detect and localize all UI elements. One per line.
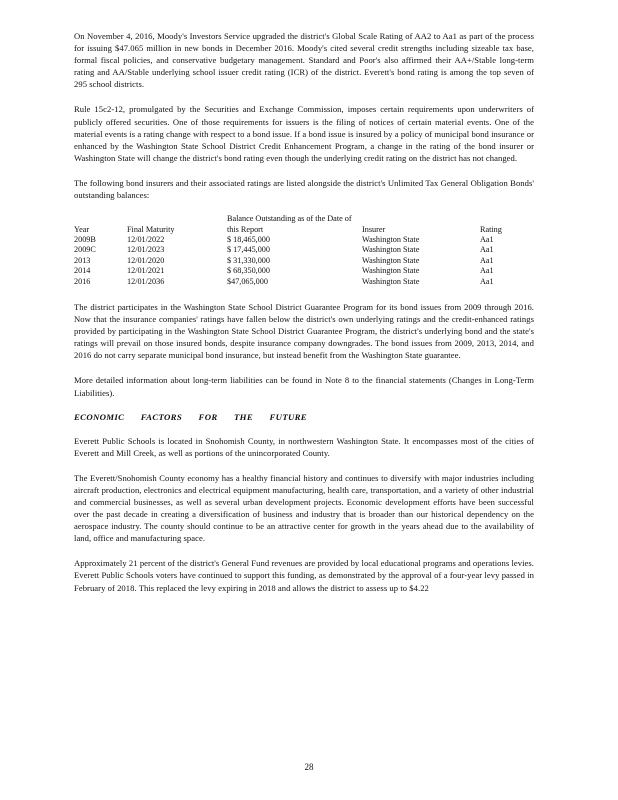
cell-maturity: 12/01/2022 bbox=[127, 234, 165, 244]
page-number: 28 bbox=[304, 762, 314, 772]
header-balance-outstanding: Balance Outstanding as of the Date of this Report bbox=[227, 214, 352, 234]
paragraph-county-economy: The Everett/Snohomish County economy has a healthy financial history and continues to diversify with major industries including aircraft production, electronics and electrical equipment manufacturing, health care, transportation, and a variety of other industrial and commercial businesses, as well as several urban development projects. Economic development efforts have been successful over the past decade in creating a diversification of business and industry that is broader than our historical dependency on the aerospace industry. The county should continue to be an attractive center for growth in the years ahead due to the availability of land, office and manufacturing space. bbox=[74, 472, 534, 544]
cell-maturity: 12/01/2036 bbox=[127, 276, 165, 286]
header-final-maturity: Final Maturity bbox=[127, 224, 175, 234]
cell-balance: $ 31,330,000 bbox=[227, 255, 270, 265]
paragraph-guarantee-program: The district participates in the Washington State School District Guarantee Program for its bond issues from 2009 through 2016. Now that the insurance companies' ratings have fallen below the district's own underlying ratings and the credit-enhanced ratings provided by participating in the Washington State School District Guarantee Program, the district's underlying bond and the state's ratings will prevail on those insured bonds, despite insurance company downgrades. The bond issues from 2009, 2013, 2014, and 2016 do not carry separate municipal bond insurance, but instead benefit from the Washington State guarantee. bbox=[74, 301, 534, 361]
cell-maturity: 12/01/2021 bbox=[127, 266, 165, 276]
cell-year: 2014 bbox=[74, 266, 91, 276]
cell-rating: Aa1 bbox=[480, 255, 494, 265]
cell-balance: $ 68,350,000 bbox=[227, 266, 270, 276]
cell-year: 2016 bbox=[74, 276, 91, 286]
paragraph-district-location: Everett Public Schools is located in Snohomish County, in northwestern Washington State. It encompasses most of the cities of Everett and Mill Creek, as well as portions of the unincorporated County. bbox=[74, 435, 534, 458]
cell-rating: Aa1 bbox=[480, 234, 494, 244]
section-heading-economic-factors: ECONOMIC FACTORS FOR THE FUTURE bbox=[74, 411, 307, 422]
table-row bbox=[74, 277, 534, 287]
cell-rating: Aa1 bbox=[480, 266, 494, 276]
table-row bbox=[74, 266, 534, 276]
cell-year: 2009B bbox=[74, 234, 96, 244]
document-page bbox=[74, 30, 534, 607]
cell-balance: $47,065,000 bbox=[227, 276, 268, 286]
paragraph-bond-insurers-intro: The following bond insurers and their associated ratings are listed alongside the district's Unlimited Tax General Obligation Bonds' outstanding balances: bbox=[74, 177, 534, 201]
cell-insurer: Washington State bbox=[362, 276, 420, 286]
bond-insurers-table bbox=[74, 214, 534, 287]
cell-insurer: Washington State bbox=[362, 266, 420, 276]
cell-balance: $ 18,465,000 bbox=[227, 234, 270, 244]
cell-year: 2009C bbox=[74, 245, 96, 255]
cell-insurer: Washington State bbox=[362, 255, 420, 265]
paragraph-moodys-upgrade: On November 4, 2016, Moody's Investors Service upgraded the district's Global Scale Rating of AA2 to Aa1 as part of the process for issuing $47.065 million in new bonds in December 2016. Moody's cited several credit strengths including sizeable tax base, formal fiscal policies, and conservative budgetary management. Standard and Poor's also affirmed their AA+/Stable long-term rating and AA/Stable underlying school issuer credit rating (ICR) of the district. Everett's bond rating is among the top seven of 295 school districts. bbox=[74, 31, 534, 90]
table-header-row bbox=[74, 214, 534, 235]
table-row bbox=[74, 256, 534, 266]
cell-year: 2013 bbox=[74, 255, 91, 265]
paragraph-levy-funding: Approximately 21 percent of the district's General Fund revenues are provided by local educational programs and operations levies. Everett Public Schools voters have continued to support this funding, as demonstrated by the approval of a four-year levy passed in February of 2018. This replaced the levy expiring in 2018 and allows the district to assess up to $4.22 bbox=[74, 558, 534, 593]
cell-balance: $ 17,445,000 bbox=[227, 245, 270, 255]
cell-rating: Aa1 bbox=[480, 245, 494, 255]
paragraph-more-information: More detailed information about long-term liabilities can be found in Note 8 to the financial statements (Changes in Long-Term Liabilities). bbox=[74, 375, 534, 398]
header-insurer: Insurer bbox=[362, 224, 386, 234]
header-year: Year bbox=[74, 224, 90, 234]
cell-insurer: Washington State bbox=[362, 234, 420, 244]
cell-insurer: Washington State bbox=[362, 245, 420, 255]
table-row bbox=[74, 235, 534, 245]
paragraph-rule-15c2-12: Rule 15c2-12, promulgated by the Securities and Exchange Commission, imposes certain requirements upon underwriters of publicly offered securities. One of those requirements for issuers is the filing of notices of certain material events. One of the material events is a rating change with respect to a bond issue. If a bond issue is insured by a policy of municipal bond insurance or enhanced by the Washington State School District Credit Enhancement Program, a change in the rating of the bond insurer or Washington State will change the district's bond rating even though the underlying credit rating on the district has not changed. bbox=[74, 104, 534, 163]
cell-rating: Aa1 bbox=[480, 276, 494, 286]
table-row bbox=[74, 245, 534, 255]
header-rating: Rating bbox=[480, 224, 502, 234]
cell-maturity: 12/01/2023 bbox=[127, 245, 165, 255]
cell-maturity: 12/01/2020 bbox=[127, 255, 165, 265]
